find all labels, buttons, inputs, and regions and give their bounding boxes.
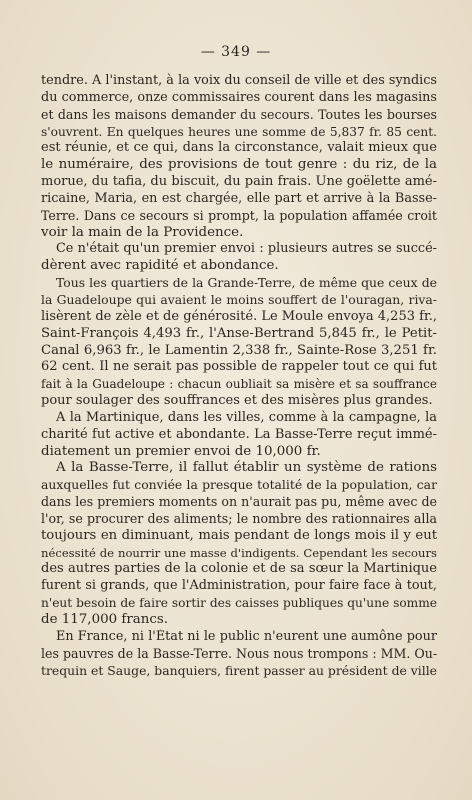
text-line: et dans les maisons demander du secours. Toutes les bourses xyxy=(41,106,437,122)
text-line: voir la main de la Providence. xyxy=(41,224,244,240)
text-line: Canal 6,963 fr., le Lamentin 2,338 fr., Sainte-Rose 3,251 fr. xyxy=(41,342,437,358)
text-line: Saint-François 4,493 fr., l'Anse-Bertrand 5,845 fr., le Petit- xyxy=(41,325,437,341)
text-line: toujours en diminuant, mais pendant de longs mois il y eut xyxy=(41,527,437,543)
text-line: auxquelles fut conviée la presque totalité de la population, car xyxy=(41,477,437,493)
text-line: 62 cent. Il ne serait pas possible de rappeler tout ce qui fut xyxy=(41,359,437,375)
text-line: n'eut besoin de faire sortir des caisses publiques qu'une somme xyxy=(41,596,437,611)
text-line: nécessité de nourrir une masse d'indigents. Cependant les secours xyxy=(41,545,437,560)
text-line: ricaine, Maria, en est chargée, elle part et arrive à la Basse- xyxy=(41,190,437,206)
text-line: trequin et Sauge, banquiers, firent passer au président de ville xyxy=(41,662,437,678)
text-line: furent si grands, que l'Administration, pour faire face à tout, xyxy=(41,578,437,594)
text-line: le numéraire, des provisions de tout genre : du riz, de la xyxy=(41,157,437,173)
text-line: Tous les quartiers de la Grande-Terre, de même que ceux de xyxy=(56,275,437,291)
text-line: est réunie, et ce qui, dans la circonstance, valait mieux que xyxy=(41,140,437,156)
text-line: l'or, se procurer des aliments; le nombre des rationnaires alla xyxy=(41,510,437,526)
text-line: Terre. Dans ce secours si prompt, la population affamée croit xyxy=(41,207,437,223)
text-line: tendre. A l'instant, à la voix du conseil de ville et des syndics xyxy=(41,73,437,88)
text-line: A la Martinique, dans les villes, comme à la campagne, la xyxy=(56,409,437,425)
text-line: des autres parties de la colonie et de sa sœur la Martinique xyxy=(41,561,437,577)
text-line: dans les premiers moments on n'aurait pas pu, même avec de xyxy=(41,494,437,510)
text-line: En France, ni l'État ni le public n'eurent une aumône pour xyxy=(56,628,437,644)
text-line: du commerce, onze commissaires courent dans les magasins xyxy=(41,89,437,105)
text-line: dèrent avec rapidité et abondance. xyxy=(41,258,279,274)
text-line: fait à la Guadeloupe : chacun oubliait sa misère et sa souffrance xyxy=(41,377,437,392)
text-line: les pauvres de la Basse-Terre. Nous nous trompons : MM. Ou- xyxy=(41,645,437,661)
text-line: charité fut active et abondante. La Basse-Terre reçut immé- xyxy=(41,426,437,442)
text-line: lisèrent de zèle et de générosité. Le Moule envoya 4,253 fr., xyxy=(41,308,437,324)
text-line: s'ouvrent. En quelques heures une somme de 5,837 fr. 85 cent. xyxy=(41,124,437,139)
page-number: — 349 — xyxy=(200,44,272,60)
text-line: de 117,000 francs. xyxy=(41,612,168,627)
body-text xyxy=(41,73,437,679)
text-line: morue, du tafia, du biscuit, du pain frais. Une goëlette amé- xyxy=(41,174,437,190)
text-line: pour soulager des souffrances et des misères plus grandes. xyxy=(41,393,433,409)
text-line: diatement un premier envoi de 10,000 fr. xyxy=(41,443,321,459)
text-line: A la Basse-Terre, il fallut établir un système de rations xyxy=(56,460,437,476)
text-line: la Guadeloupe qui avaient le moins souffert de l'ouragan, riva- xyxy=(41,291,437,307)
text-line: Ce n'était qu'un premier envoi : plusieurs autres se succé- xyxy=(56,241,437,257)
